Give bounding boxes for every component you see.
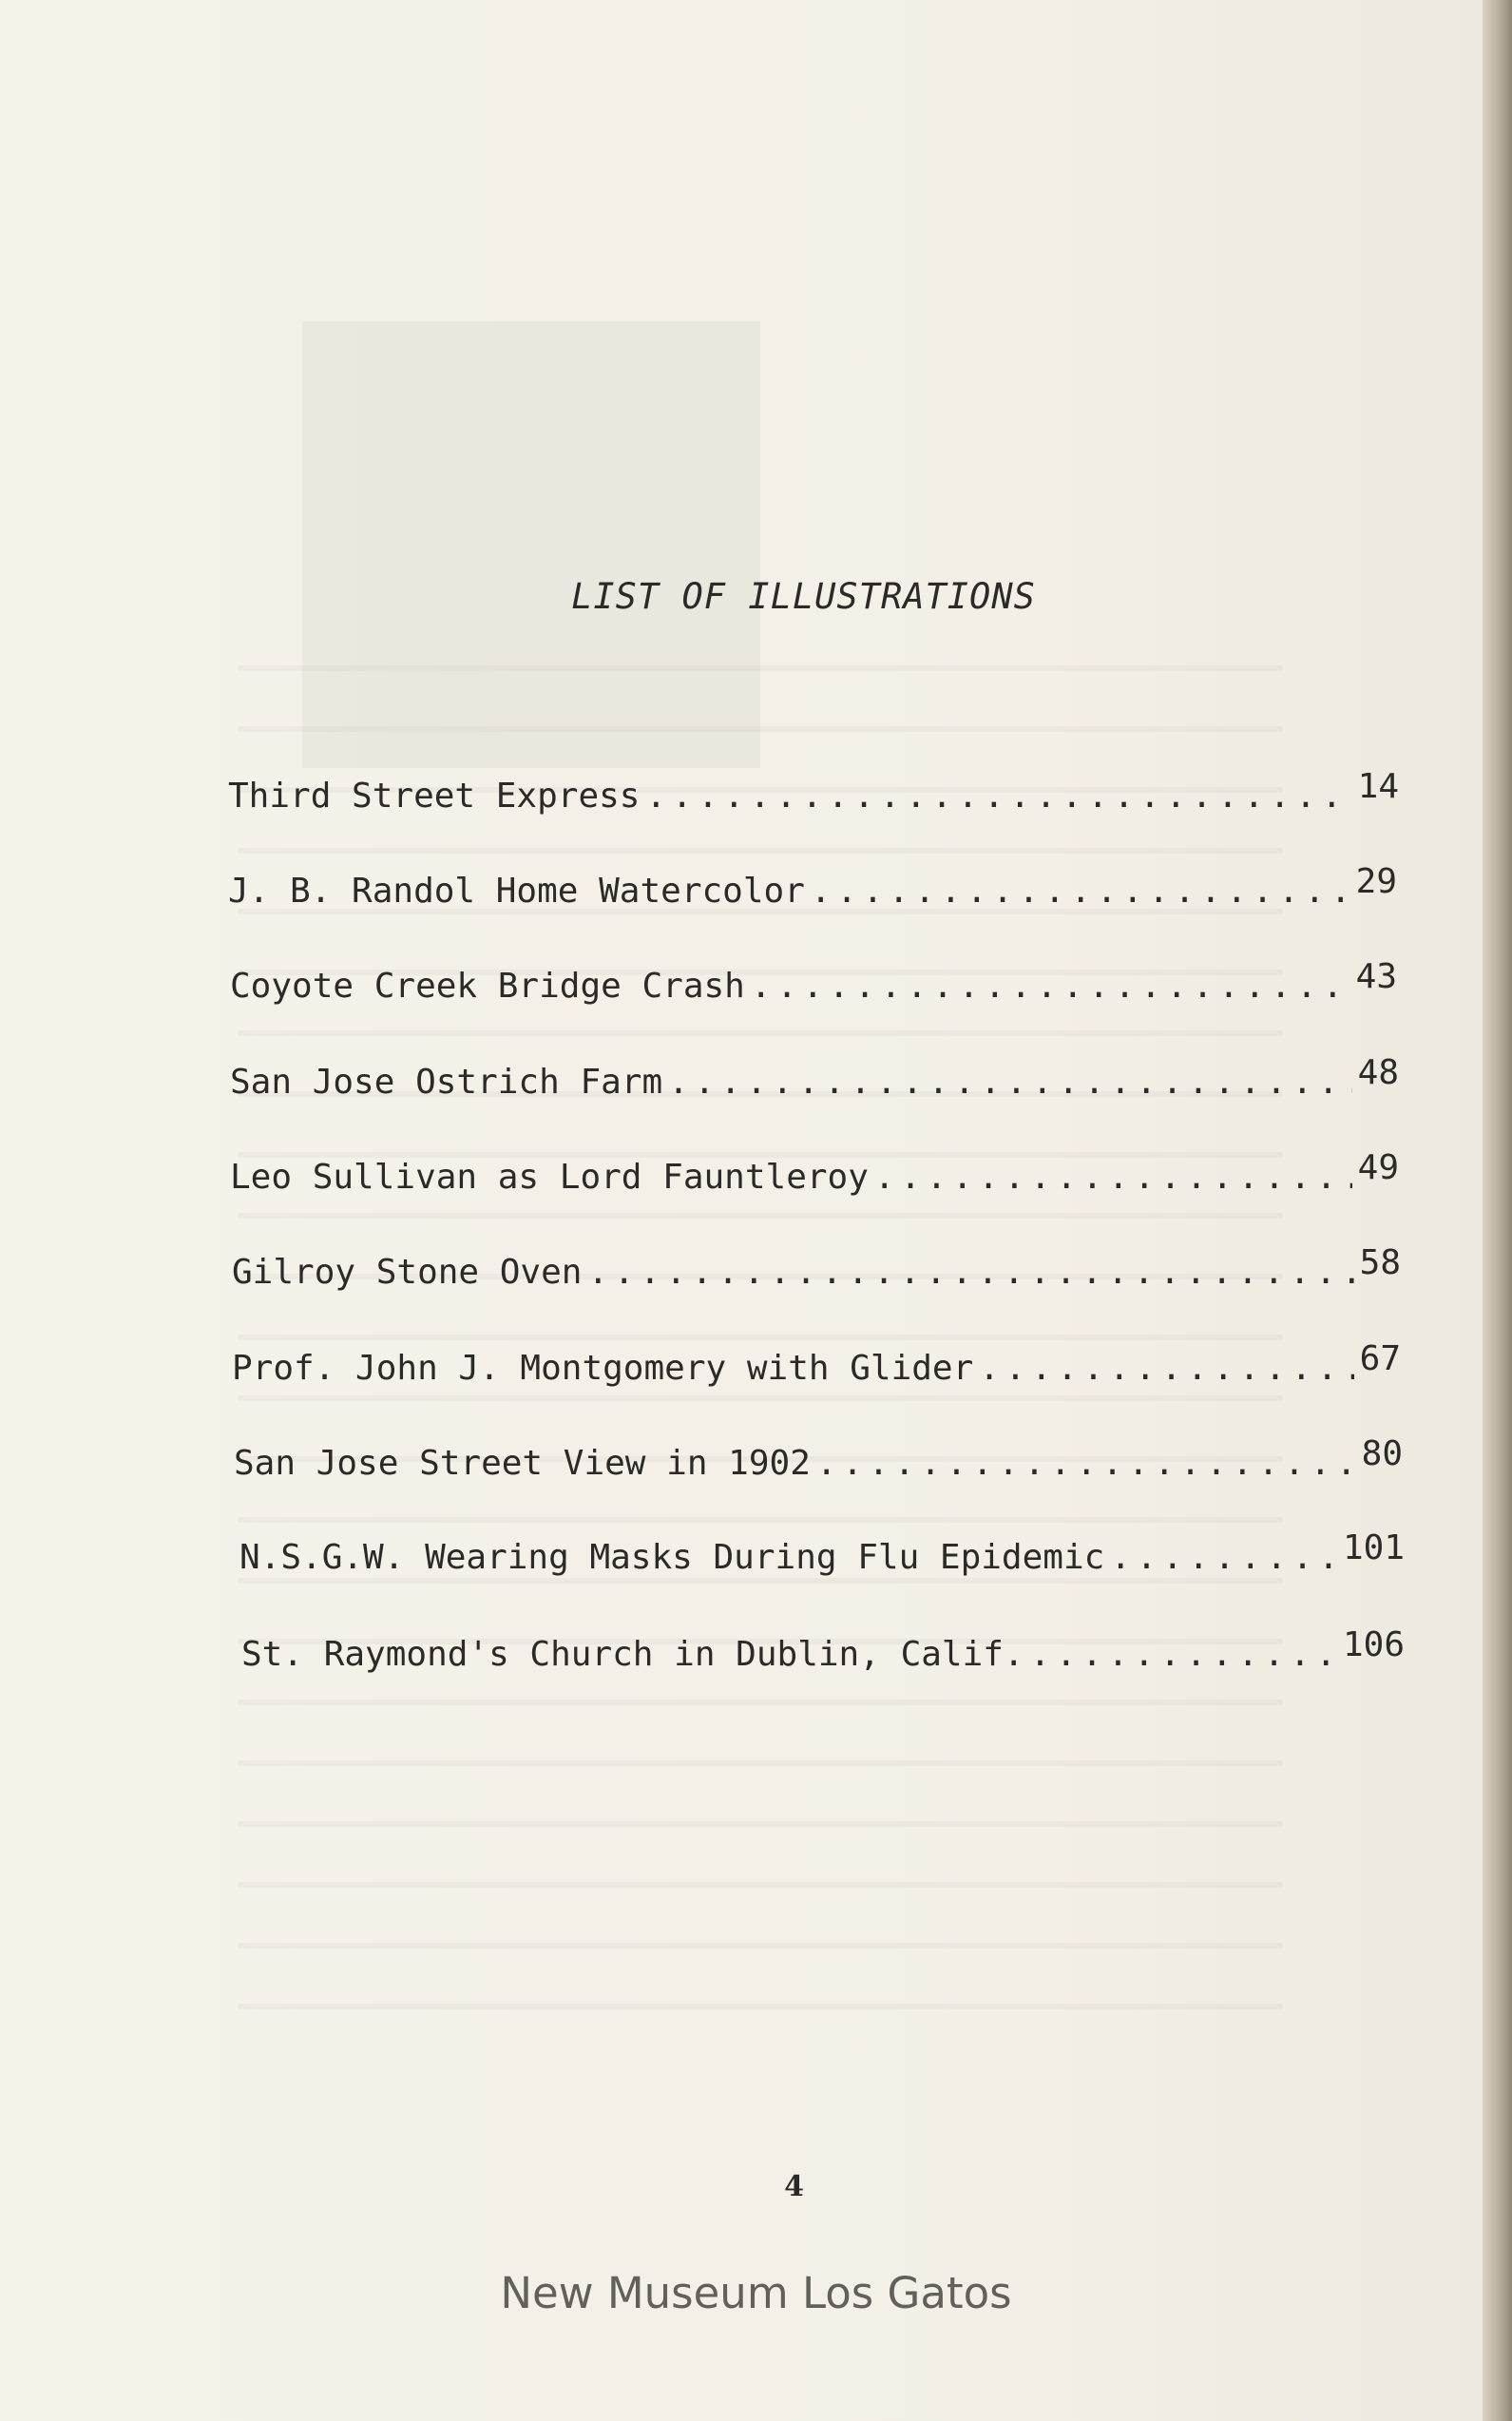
dot-leader: [645, 777, 1351, 816]
dot-leader: [811, 872, 1350, 911]
dot-leader: [668, 1063, 1351, 1102]
entry-label: Prof. John J. Montgomery with Glider: [232, 1349, 974, 1388]
list-item: [239, 1528, 1405, 1577]
watermark: New Museum Los Gatos: [500, 2268, 1012, 2318]
entry-label: Leo Sullivan as Lord Fauntleroy: [230, 1158, 869, 1197]
entry-label: J. B. Randol Home Watercolor: [228, 872, 805, 911]
entry-page-number: 49: [1357, 1148, 1399, 1187]
dot-leader: [1030, 1635, 1337, 1674]
dot-leader: [874, 1158, 1352, 1197]
page-number: 4: [784, 2170, 804, 2203]
list-item: [232, 1339, 1401, 1388]
entry-label: Coyote Creek Bridge Crash: [230, 967, 745, 1006]
entry-label: N.S.G.W. Wearing Masks During Flu Epidemic: [239, 1538, 1105, 1577]
entry-page-number: 67: [1359, 1339, 1401, 1378]
entry-page-number: 43: [1355, 957, 1397, 996]
entry-label: Gilroy Stone Oven: [232, 1253, 583, 1292]
entry-page-number: 106: [1342, 1625, 1405, 1664]
list-item: [230, 1148, 1399, 1197]
list-item: [230, 957, 1397, 1006]
page-title: LIST OF ILLUSTRATIONS: [571, 576, 1036, 617]
entry-label: San Jose Street View in 1902: [234, 1444, 811, 1483]
dot-leader: [587, 1253, 1353, 1292]
list-item: [234, 1434, 1403, 1483]
list-item: [228, 767, 1399, 816]
list-item: [241, 1625, 1405, 1674]
dot-leader: [979, 1349, 1353, 1388]
dot-leader: [751, 967, 1350, 1006]
entry-page-number: 58: [1359, 1243, 1401, 1282]
list-item: [228, 862, 1397, 911]
entry-page-number: 48: [1357, 1053, 1399, 1092]
entry-page-number: 14: [1357, 767, 1399, 806]
dot-leader: [816, 1444, 1356, 1483]
entry-label: Third Street Express: [228, 777, 641, 816]
page-edge: [1483, 0, 1512, 2421]
entry-page-number: 80: [1361, 1434, 1403, 1473]
entry-label: St. Raymond's Church in Dublin, Calif.: [241, 1635, 1024, 1674]
entry-page-number: 29: [1355, 862, 1397, 901]
list-item: [230, 1053, 1399, 1102]
dot-leader: [1110, 1538, 1337, 1577]
entry-page-number: 101: [1342, 1528, 1405, 1567]
entry-label: San Jose Ostrich Farm: [230, 1063, 663, 1102]
list-item: [232, 1243, 1401, 1292]
